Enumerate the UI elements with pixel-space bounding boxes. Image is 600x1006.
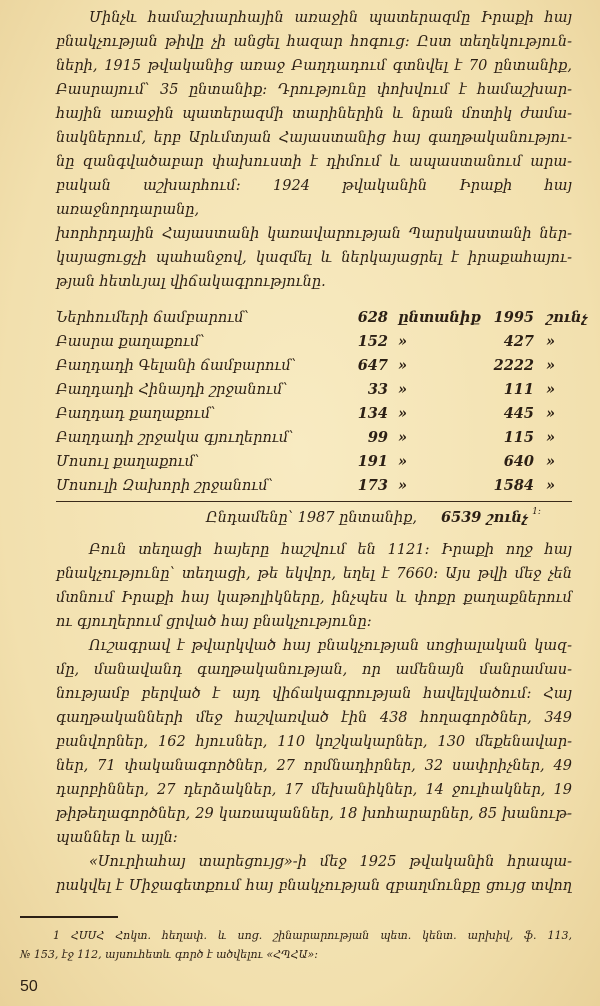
text-line: ների, 1915 թվականից առաջ Բաղդադում գտնվել է 70 ընտանիք, <box>56 58 572 74</box>
text-line: մտնում Իրաքի հայ կաթոլիկները, ինչպես և փոքր քաղաքներում <box>56 590 572 606</box>
row-souls-unit: » <box>546 405 556 422</box>
row-place: Բաղդադ քաղաքում՝ <box>56 406 216 422</box>
row-place: Ներհումերի ճամբարում՝ <box>56 310 249 326</box>
row-place: Բաղդադի շրջակա գյուղերում՝ <box>56 430 294 446</box>
text-line: Բուն տեղացի հայերը հաշվում են 1121։ Իրաքի ողջ հայ <box>89 542 572 558</box>
table-row <box>56 450 572 474</box>
row-families: 152 <box>357 333 388 350</box>
text-line: ներ, 71 փականագործներ, 27 որմնադիրներ, 32 սափրիչներ, 49 <box>56 758 572 774</box>
footnote-line: 1 ՀՍՍՀ Հոկտ. հեղափ. և սոց. շինարարության պետ. կենտ. արխիվ, ֆ. 113, <box>53 929 572 942</box>
row-souls-unit: » <box>546 333 556 350</box>
row-souls-unit: » <box>546 477 556 494</box>
text-line: հային առաջին պատերազմի տարիներին և նրան մոտիկ ժամա- <box>56 106 572 122</box>
paragraph-intro <box>56 6 572 294</box>
row-families: 33 <box>367 381 388 398</box>
row-families-unit: » <box>398 477 408 494</box>
row-souls: 427 <box>503 333 534 350</box>
row-souls: 445 <box>503 405 534 422</box>
row-families-unit: » <box>398 357 408 374</box>
text-line: բնակչությունը՝ տեղացի, թե եկվոր, եղել է 7660։ Այս թվի մեջ չեն <box>56 566 572 582</box>
text-line: բանվորներ, 162 հյուսներ, 110 կոշկակարներ, 130 մեքենավար- <box>56 734 572 750</box>
row-families: 134 <box>357 405 388 422</box>
table-row <box>56 378 572 402</box>
text-line: խորհրդային Հայաստանի կառավարության Պարսկաստանի ներ- <box>56 226 572 242</box>
text-line: Բասրայում՝ 35 ընտանիք։ Դրությունը փոխվում է համաշխար- <box>56 82 572 98</box>
row-souls-unit: » <box>546 381 556 398</box>
row-families: 647 <box>357 357 388 374</box>
row-place: Բաղդադի Հինայդի շրջանում՝ <box>56 382 288 398</box>
row-place: Բասրա քաղաքում՝ <box>56 334 205 350</box>
footnote-line: № 153, էջ 112, այսուհետև գործ է ածվելու «ՀՊՀԱ»։ <box>20 948 318 961</box>
row-souls: 2222 <box>493 357 534 374</box>
text-line: մը, մանավանդ գաղթականության, որ ամենայն մանրամաս- <box>56 662 572 678</box>
table-row <box>56 306 588 330</box>
text-line: դարբիններ, 27 դերձակներ, 17 մեխանիկներ, 14 ջուլհակներ, 19 <box>56 782 572 798</box>
text-line: Մինչև համաշխարհային առաջին պատերազմը Իրաքի հայ <box>89 10 572 26</box>
row-souls: 115 <box>503 429 534 446</box>
row-souls: 1995 <box>493 309 534 326</box>
text-line: կայացուցչի պահանջով, կազմել և ներկայացրել է իրաքահայու- <box>56 250 572 266</box>
row-families-unit: » <box>398 429 408 446</box>
text-line: թյան հետևյալ վիճակագրությունը. <box>56 274 326 290</box>
row-families: 99 <box>367 429 388 446</box>
row-families-unit: » <box>398 405 408 422</box>
table-row <box>56 354 572 378</box>
text-line: «Սուրիահայ տարեցույց»-ի մեջ 1925 թվականին հրապա- <box>89 854 572 870</box>
row-families: 191 <box>357 453 388 470</box>
row-families: 173 <box>357 477 388 494</box>
row-souls: 640 <box>503 453 534 470</box>
row-souls-unit: » <box>546 429 556 446</box>
table-row <box>56 402 572 426</box>
text-line: ու գյուղերում ցրված հայ բնակչությունը։ <box>56 614 372 630</box>
text-line: բնակչության թիվը չի անցել հազար հոգուց։ Ըստ տեղեկություն- <box>56 34 572 50</box>
row-families-unit: » <box>398 381 408 398</box>
text-line: թիթեղագործներ, 29 կառապաններ, 18 խոհարարներ, 85 խանութ- <box>56 806 572 822</box>
text-line: բական աշխարհում։ 1924 թվականին Իրաքի հայ առաջնորդարանը, <box>56 178 572 218</box>
row-families-unit: » <box>398 333 408 350</box>
row-place: Մոսուլ քաղաքում՝ <box>56 454 200 470</box>
row-souls-unit: շունչ <box>546 309 588 326</box>
footnote-rule <box>20 916 118 918</box>
row-souls: 111 <box>503 381 534 398</box>
page-number: 50 <box>20 978 38 995</box>
text-line: գաղթականների մեջ հաշվառված էին 438 հողագործներ, 349 <box>56 710 572 726</box>
text-line: պաններ և այլն։ <box>56 830 178 846</box>
row-families-unit: ընտանիք <box>398 309 481 326</box>
row-families: 628 <box>357 309 388 326</box>
text-line: նությամբ բերված է այդ վիճակագրության հավելվածում։ Հայ <box>56 686 572 702</box>
text-line: րակվել է Միջագետքում հայ բնակչության զբաղմունքը ցույց տվող <box>56 878 572 894</box>
population-table <box>56 306 588 498</box>
row-families-unit: » <box>398 453 408 470</box>
table-total-row <box>56 506 572 530</box>
text-line: նը զանգվածաբար փախուստի է դիմում և ապաստանում արա- <box>56 154 572 170</box>
footnote <box>20 926 572 964</box>
table-total-rule <box>56 501 572 502</box>
table-row <box>56 426 572 450</box>
row-place: Բաղդադի Գելանի ճամբարում՝ <box>56 358 297 374</box>
row-souls-unit: » <box>546 453 556 470</box>
text-line: նակներում, երբ Արևմտյան Հայաստանից հայ գաղթականությու- <box>56 130 572 146</box>
paragraph-main <box>56 538 572 898</box>
total-label: Ընդամենը՝ 1987 ընտանիք, <box>206 510 418 526</box>
row-souls: 1584 <box>493 477 534 494</box>
table-row <box>56 474 572 498</box>
footnote-ref: 1։ <box>532 507 541 517</box>
total-souls: 6539 շունչ <box>441 509 529 526</box>
row-place: Մոսուլի Զախորի շրջանում՝ <box>56 478 273 494</box>
row-souls-unit: » <box>546 357 556 374</box>
text-line: Ուշագրավ է թվարկված հայ բնակչության սոցիալական կազ- <box>89 638 572 654</box>
table-row <box>56 330 572 354</box>
